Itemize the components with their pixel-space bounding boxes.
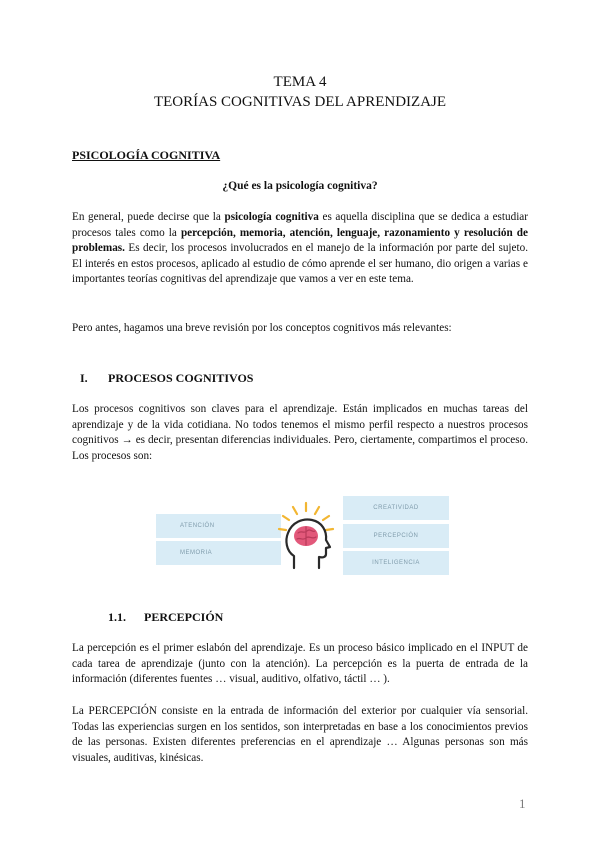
- percepcion-paragraph-1: La percepción es el primer eslabón del aprendizaje. Es un proceso básico implicado en el INPUT de cada tarea de aprendizaje (junto con la atención). La percepción es la puerta de entrada de la información (diferentes fuentes … visual, auditivo, olfativo, táctil … ).: [72, 642, 528, 686]
- document-title-line1: TEMA 4: [273, 74, 327, 90]
- intro-text-2: es aquella disciplina que se dedica a estudiar procesos tales como la: [72, 211, 528, 239]
- heading-procesos-number: I.: [80, 371, 88, 385]
- page-number: 1: [519, 796, 526, 811]
- intro-bold-1: psicología cognitiva: [224, 211, 319, 223]
- diagram-box-creatividad: CREATIVIDAD: [343, 496, 449, 520]
- section-title: PSICOLOGÍA COGNITIVA: [72, 148, 221, 162]
- heading-procesos: [80, 371, 253, 386]
- heading-percepcion-text: PERCEPCIÓN: [144, 610, 224, 624]
- document-title-line2: TEORÍAS COGNITIVAS DEL APRENDIZAJE: [153, 94, 447, 110]
- intro-bold-2: percepción, memoria, atención, lenguaje, razonamiento y resolución de problemas.: [72, 226, 528, 255]
- diagram-box-percepcion: PERCEPCIÓN: [343, 524, 449, 548]
- question-heading: ¿Qué es la psicología cognitiva?: [222, 180, 378, 192]
- procesos-paragraph: Los procesos cognitivos son claves para el aprendizaje. Están implicados en muchas tareas del aprendizaje y de la vida cotidiana. No todos tenemos el mismo perfil respecto a nuestros procesos cognitivos → es decir, presentan diferencias individuales. Pero, ciertamente, compartimos el proceso. Los procesos son:: [72, 403, 528, 462]
- heading-percepcion: [108, 610, 223, 625]
- diagram-box-memoria: MEMORIA: [156, 541, 281, 565]
- heading-procesos-text: PROCESOS COGNITIVOS: [108, 371, 254, 385]
- before-paragraph: Pero antes, hagamos una breve revisión por los conceptos cognitivos más relevantes:: [72, 322, 452, 334]
- diagram-box-inteligencia: INTELIGENCIA: [343, 551, 449, 575]
- diagram-box-atencion: ATENCIÓN: [156, 514, 281, 538]
- percepcion-paragraph-2: La PERCEPCIÓN consiste en la entrada de información del exterior por cualquier vía sensorial. Todas las experiencias surgen en los sentidos, son interpretadas en base a los conocimientos previos de las personas. Existen diferentes preferencias en el aprendizaje … Algunas personas son más visuales, auditivas, kinésicas.: [72, 705, 528, 764]
- intro-text-3: Es decir, los procesos involucrados en el manejo de la información por parte del sujeto. El interés en estos procesos, aplicado al estudio de cómo aprende el ser humano, dio origen a varias e importantes teorías cognitivas del aprendizaje que vamos a ver en este tema.: [72, 242, 528, 286]
- intro-paragraph: [72, 210, 528, 288]
- intro-text-1: En general, puede decirse que la: [72, 211, 225, 223]
- heading-percepcion-number: 1.1.: [108, 610, 126, 624]
- brain-head-icon: [276, 500, 336, 572]
